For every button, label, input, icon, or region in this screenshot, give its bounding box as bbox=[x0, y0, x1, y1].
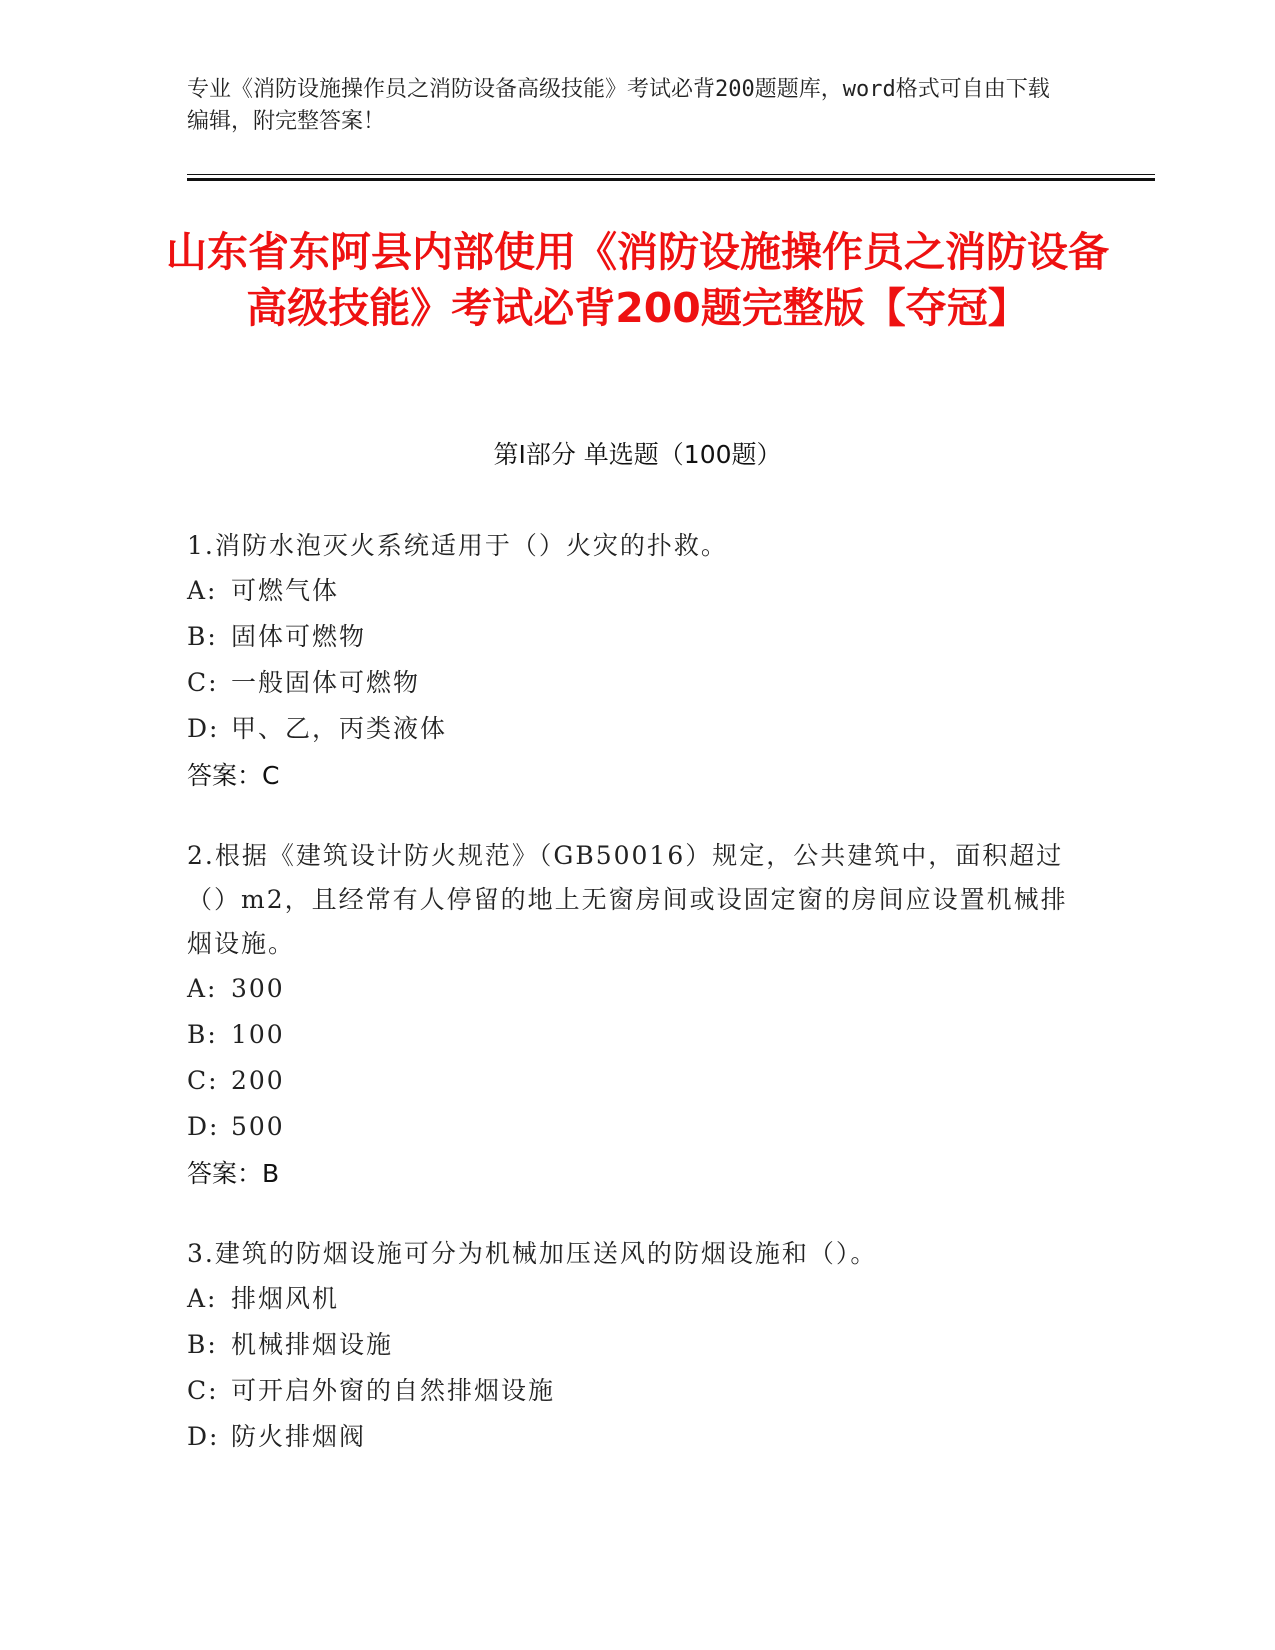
option-d bbox=[187, 1414, 1087, 1460]
question-list bbox=[187, 524, 1087, 1496]
option-text: 可燃气体 bbox=[231, 576, 340, 605]
option-b bbox=[187, 1012, 1087, 1058]
header-divider-thin bbox=[187, 174, 1155, 175]
option-b bbox=[187, 1322, 1087, 1368]
question-stem: 2.根据《建筑设计防火规范》（GB50016）规定，公共建筑中，面积超过（）m2，且经常有人停留的地上无窗房间或设固定窗的房间应设置机械排烟设施。 bbox=[187, 841, 1068, 958]
question-answer: 答案：B bbox=[187, 1159, 280, 1188]
option-text: 可开启外窗的自然排烟设施 bbox=[231, 1376, 556, 1405]
option-text: 300 bbox=[231, 974, 285, 1003]
option-a bbox=[187, 568, 1087, 614]
option-key: C: bbox=[187, 1376, 219, 1405]
question-stem: 3.建筑的防烟设施可分为机械加压送风的防烟设施和（）。 bbox=[187, 1239, 878, 1268]
option-a bbox=[187, 1276, 1087, 1322]
option-key: A: bbox=[187, 1284, 218, 1313]
question-answer: 答案：C bbox=[187, 761, 280, 790]
option-a bbox=[187, 966, 1087, 1012]
option-key: C: bbox=[187, 1066, 219, 1095]
option-key: A: bbox=[187, 974, 218, 1003]
option-key: C: bbox=[187, 668, 219, 697]
option-b bbox=[187, 614, 1087, 660]
question-item bbox=[187, 1232, 1087, 1460]
option-text: 防火排烟阀 bbox=[231, 1422, 367, 1451]
option-text: 固体可燃物 bbox=[231, 622, 367, 651]
document-title: 山东省东阿县内部使用《消防设施操作员之消防设备高级技能》考试必背200题完整版【夺冠】 bbox=[166, 228, 1109, 332]
question-item bbox=[187, 524, 1087, 798]
option-key: B: bbox=[187, 1330, 218, 1359]
option-d bbox=[187, 706, 1087, 752]
section-title: 第Ⅰ部分 单选题（100题） bbox=[493, 440, 782, 469]
option-text: 机械排烟设施 bbox=[231, 1330, 394, 1359]
option-key: D: bbox=[187, 1422, 220, 1451]
option-key: D: bbox=[187, 1112, 220, 1141]
option-text: 排烟风机 bbox=[231, 1284, 340, 1313]
option-c bbox=[187, 1368, 1087, 1414]
option-text: 200 bbox=[231, 1066, 285, 1095]
header-note: 专业《消防设施操作员之消防设备高级技能》考试必背200题题库，word格式可自由下载编辑，附完整答案！ bbox=[187, 77, 1050, 134]
option-key: A: bbox=[187, 576, 218, 605]
option-text: 一般固体可燃物 bbox=[231, 668, 421, 697]
question-stem: 1.消防水泡灭火系统适用于（）火灾的扑救。 bbox=[187, 531, 728, 560]
option-text: 甲、乙，丙类液体 bbox=[231, 714, 448, 743]
option-key: B: bbox=[187, 1020, 218, 1049]
option-text: 500 bbox=[231, 1112, 285, 1141]
option-d bbox=[187, 1104, 1087, 1150]
option-key: D: bbox=[187, 714, 220, 743]
option-text: 100 bbox=[231, 1020, 285, 1049]
question-item bbox=[187, 834, 1087, 1196]
option-key: B: bbox=[187, 622, 218, 651]
option-c bbox=[187, 660, 1087, 706]
option-c bbox=[187, 1058, 1087, 1104]
header-divider-thick bbox=[187, 178, 1155, 181]
